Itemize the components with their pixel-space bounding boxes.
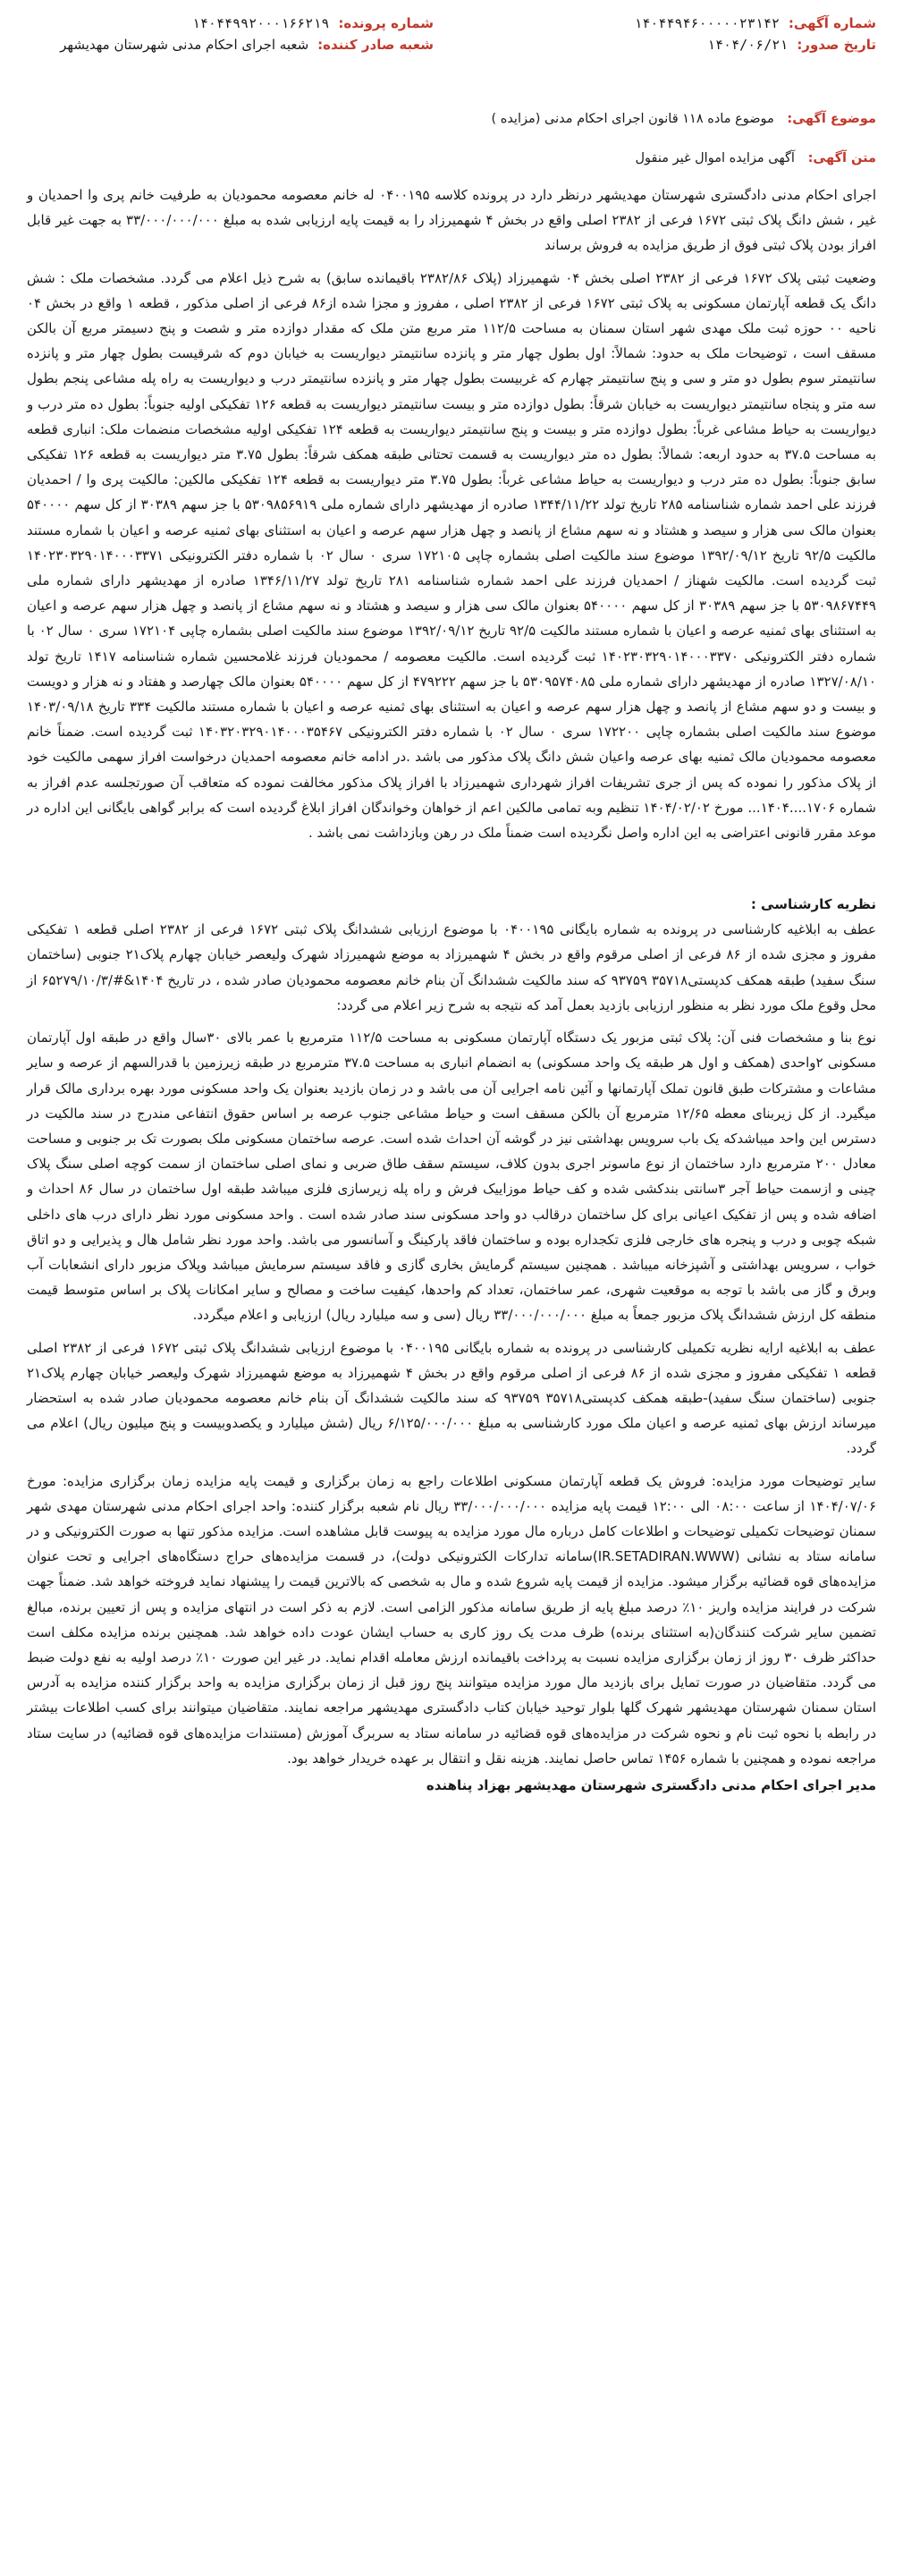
issue-date-row xyxy=(469,34,876,106)
expert-paragraph-3: عطف به ابلاغیه ارایه نظریه تکمیلی کارشناسی در پرونده به شماره بایگانی ۰۴۰۰۱۹۵ با موضوع ارزیابی ششدانگ پلاک ثبتی ۱۶۷۲ فرعی از ۲۳۸۲ اصلی قطعه ۱ تفکیکی مفروز و مجزی شده از ۸۶ فرعی از اصلی مرقوم واقع در بخش ۴ شهمیرزاد به موضع شهمیرزاد شهرک ولیعصر خیابان چهارم پلاک۲۱ جنوبی (ساختمان سنگ سفید)-طبقه همکف کدپستی۳۵۷۱۸ ۹۳۷۵۹ که سند مالکیت ششدانگ آن بنام خانم معصومه محمودیان صادر شده به استحضار میرساند ارزش بهای ثمنیه عرصه و اعیان ملک مورد کارشناسی به مبلغ ۶/۱۲۵/۰۰۰/۰۰۰ ریال (شش میلیارد و یکصدوبیست و پنج میلیون ریال) اعلام می گردد. xyxy=(27,1339,876,1457)
other-details-paragraph: سایر توضیحات مورد مزایده: فروش یک قطعه آپارتمان مسکونی اطلاعات راجع به زمان برگزاری و قیمت پایه مزایده زمان برگزاری مزایده: مورخ ۱۴۰۴/۰۷/۰۶ از ساعت ۰۸:۰۰ الی ۱۲:۰۰ قیمت پایه مزایده ۳۳/۰۰۰/۰۰۰/۰۰۰ ریال نام شعبه برگزار کننده: واحد اجرای احکام مدنی شهرستان مهدی شهر سمنان توضیحات تکمیلی توضیحات و اطلاعات کامل درباره مال مورد مزایده به پیوست قابل مشاهده است. مزایده مذکور تنها به صورت الکترونیکی و در سامانه ستاد به نشانی (IR.SETADIRAN.WWW)سامانه تدارکات الکترونیکی دولت)، در قسمت مزایده‌های حراج دستگاه‌های اجرایی و تحت عنوان مزایده‌های قوه قضائیه برگزار میشود. مزایده از قیمت پایه شروع شده و مال به شخصی که بالاترین قیمت را پیشنهاد نماید فروخته خواهد شد. ضمناً جهت شرکت در فرایند مزایده واریز ۱۰٪ درصد مبلغ پایه از طریق سامانه مذکور الزامی است. لازم به ذکر است در انتهای مزایده و پس از تعیین برنده، مبالغ تضمین سایر شرکت کنندگان(به استثنای برنده) ظرف مدت یک روز کاری به حساب ایشان عودت داده خواهد شد. همچنین برنده مزایده مکلف است حداکثر ظرف ۳۰ روز از زمان برگزاری مزایده نسبت به پرداخت باقیمانده ارزش معامله اقدام نماید. در غیر این صورت ۱۰٪ درصد اولیه به نفع دولت ضبط می گردد. متقاضیان در صورت تمایل برای بازدید مال مورد مزایده میتوانند پنج روز قبل از زمان برگزاری مزایده به واحد برگزار کننده مزایده به آدرس استان سمنان شهرستان مهدیشهر شهرک گلها بلوار توحید خیابان کتاب دادگستری مهدیشهر مراجعه نمایند. متقاضیان میتوانند برای کسب اطلاعات بیشتر در رابطه با نحوه ثبت نام و نحوه شرکت در مزایده‌های قوه قضائیه در سامانه ستاد به سربرگ آموزش (مستندات مزایده‌های قوه قضائیه) در سایت ستاد مراجعه نموده و همچنین با شماره ۱۴۵۶ تماس حاصل نمایند. هزینه نقل و انتقال بر عهده خریدار خواهد بود. xyxy=(27,1472,877,1767)
notice-body xyxy=(27,182,876,1798)
subject-row xyxy=(27,106,876,132)
signature: مدیر اجرای احکام مدنی دادگستری شهرستان مهدیشهر بهزاد پناهنده xyxy=(426,1776,876,1793)
notice-number: ۱۴۰۴۴۹۴۶۰۰۰۰۰۲۳۱۴۲ xyxy=(634,15,780,31)
issue-date: ۱۴۰۴/۰۶/۲۱ xyxy=(707,37,789,53)
expert-paragraph-1: عطف به ابلاغیه کارشناسی در پرونده به شماره بایگانی ۰۴۰۰۱۹۵ با موضوع ارزیابی ششدانگ پلاک ثبتی ۱۶۷۲ فرعی از ۲۳۸۲ اصلی قطعه ۱ تفکیکی مفروز و مجزی شده از ۸۶ فرعی از اصلی مرقوم واقع در بخش ۴ شهمیرزاد به موضع شهمیرزاد شهرک ولیعصر خیابان چهارم پلاک۲۱ جنوبی (ساختمان سنگ سفید) طبقه همکف کدپستی۳۵۷۱۸ ۹۳۷۵۹ که سند مالکیت ششدانگ آن بنام خانم معصومه محمودیان صادر شده ، در تاریخ ۱۴۰۴&#/۶۵۲۷۹/۱۰/۳ از محل وقوع ملک مورد نظر به منظور ارزیابی بازدید بعمل آمد که نتیجه به شرح زیر اعلام می گردد: xyxy=(27,921,876,1013)
issue-date-label: تاریخ صدور: xyxy=(797,37,876,53)
issuer-label: شعبه صادر کننده: xyxy=(317,37,434,53)
issuer-name: شعبه اجرای احکام مدنی شهرستان مهدیشهر xyxy=(60,37,309,53)
notice-number-label: شماره آگهی: xyxy=(788,15,876,31)
expert-paragraph-2: نوع بنا و مشخصات فنی آن: پلاک ثبتی مزبور یک دستگاه آپارتمان مسکونی به مساحت ۱۱۲/۵ مترمربع با عمر بالای ۳۰سال واقع در طبقه اول آپارتمان مسکونی ۲واحدی (همکف و اول هر طبقه یک واحد مسکونی) به انضمام انباری به مساحت ۳۷.۵ مترمربع در طبقه زیرزمین با قدرالسهم از عرصه و سایر مشاعات و مشترکات طبق قانون تملک آپارتمانها و آئین نامه اجرایی آن می باشد و در زمان بازدید بعنوان یک واحد مسکونی مورد بهره برداری مالک قرار میگیرد. از کل زیربنای معطه ۱۲/۶۵ مترمربع آن بالکن مسقف است و حیاط مشاعی جنوب عرصه بر اساس حقوق انتفاعی مندرج در سند مالکیت در دسترس این واحد میباشدکه یک باب سرویس بهداشتی نیز در گوشه آن احداث شده است. عرصه ساختمان مسکونی ملک بصورت تک بر جنوبی و مساحت معادل ۲۰۰ مترمربع دارد ساختمان از نوع ماسونر اجری بدون کلاف، سیستم سقف طاق ضربی و نمای اصلی ساختمان از سمت کوچه اصلی سنگ پلاک چینی و ازسمت حیاط آجر ۳سانتی بندکشی شده و کف حیاط موزاییک فرش و راه پله زیرسازی فلزی میباشد طبقه اول ساختمان در سال ۸۶ احداث و اضافه شده و پس از تفکیک اعیانی برای کل ساختمان درقالب دو واحد مسکونی سند صادر شده است . واحد مسکونی مورد نظر دارای درب های داخلی شبکه چوبی و درب و پنجره های خارجی فلزی تکجداره بوده و ساختمان فاقد پارکینگ و آسانسور می باشد. واحد مورد نظر شامل هال و پذیرایی و دو اتاق خواب ، سرویس بهداشتی و آشپزخانه میباشد . همچنین سیستم گرمایش بخاری گازی و فاقد سیستم سرمایش میباشد وپلاک مزبور دارای انشعابات آب وبرق و گاز می باشد با توجه به موقعیت شهری، عمر ساختمان، تعداد کم واحدها، کیفیت ساخت و مصالح و سایر امکانات پلاک بر اساس متوسط قیمت منطقه کل ارزش ششدانگ پلاک مزبور جمعاً به مبلغ ۳۳/۰۰۰/۰۰۰/۰۰۰ ریال (سی و سه میلیارد ریال) ارزیابی و اعلام میگردد. xyxy=(27,1030,877,1324)
case-number: ۱۴۰۴۴۹۹۲۰۰۰۱۶۶۲۱۹ xyxy=(191,15,330,31)
notice-number-row xyxy=(469,13,876,34)
expert-opinion-heading: نظریه کارشناسی : xyxy=(750,896,876,913)
case-number-label: شماره پرونده: xyxy=(338,15,434,31)
registry-status-paragraph: وضعیت ثبتی پلاک ۱۶۷۲ فرعی از ۲۳۸۲ اصلی بخش ۰۴ شهمیرزاد (پلاک ۲۳۸۲/۸۶ باقیمانده سابق) به شرح ذیل اعلام می گردد. مشخصات ملک : شش دانگ یک قطعه آپارتمان مسکونی به پلاک ثبتی ۱۶۷۲ فرعی از ۲۳۸۲ اصلی ، مفروز و مجزا شده از۸۶ فرعی از اصلی مذکور ، قطعه ۱ واقع در بخش ۰۴ ناحیه ۰۰ حوزه ثبت ملک مهدی شهر استان سمنان به مساحت ۱۱۲/۵ متر مربع متن ملک که مقدار دوازده متر و شصت و پنج دسیمتر مربع آن بالکن مسقف است ، توضیحات ملک به حدود: شمالاً: اول بطول چهار متر و پانزده سانتیمتر دیواریست به خیابان دوم که شرقیست بطول چهار متر و پانزده سانتیمتر سوم بطول دو متر و سی و پنج سانتیمتر چهارم که غربیست بطول چهار متر و پانزده سانتیمتر درب و دیواریست به راه پله مشاعی پنجم بطول سه متر و پنجاه سانتیمتر دیواریست به خیابان شرقاً: بطول دوازده متر و بیست سانتیمتر دیواریست به قطعه ۱۲۶ تفکیکی اولیه جنوباً: بطول ده متر درب و دیواریست به حیاط مشاعی غرباً: بطول دوازده متر و بیست و پنج سانتیمتر دیواریست به قطعه ۱۲۴ تفکیکی اولیه مشخصات منضمات ملک: انباری قطعه به مساحت ۳۷.۵ به حدود اربعه: شمالاً: بطول ده متر دیواریست به قسمت تحتانی طبقه همکف شرقاً: بطول ۳.۷۵ متر دیواریست به قطعه ۱۲۶ تفکیکی سابق جنوباً: بطول ده متر درب و دیواریست به حیاط مشاعی غرباً: بطول ۳.۷۵ متر دیواریست به قطعه ۱۲۴ تفکیکی مالکین: مالکیت پری وا / احمدیان فرزند علی احمد شماره شناسنامه ۲۸۵ تاریخ تولد ۱۳۴۴/۱۱/۲۲ صادره از مهدیشهر دارای شماره ملی ۵۳۰۹۸۵۶۹۱۹ با جز سهم ۳۰۳۸۹ از کل سهم ۵۴۰۰۰۰ بعنوان مالک سی هزار و سیصد و هشتاد و نه سهم مشاع از پانصد و چهل هزار سهم عرصه و اعیان به استثنای بهای ثمنیه عرصه و اعیان با شماره مستند مالکیت ۹۲/۵ تاریخ ۱۳۹۲/۰۹/۱۲ موضوع سند مالکیت اصلی بشماره چاپی ۱۷۲۱۰۵ سری ۰ سال ۰۲ با شماره دفتر الکترونیکی ۱۴۰۲۳۰۳۲۹۰۱۴۰۰۰۳۳۷۱ ثبت گردیده است. مالکیت شهناز / احمدیان فرزند علی احمد شماره شناسنامه ۲۸۱ تاریخ تولد ۱۳۴۶/۱۱/۲۷ صادره از مهدیشهر دارای شماره ملی ۵۳۰۹۸۶۷۴۴۹ با جز سهم ۳۰۳۸۹ از کل سهم ۵۴۰۰۰۰ بعنوان مالک سی هزار و سیصد و هشتاد و نه سهم مشاع از پانصد و چهل هزار سهم عرصه و اعیان به استثنای بهای ثمنیه عرصه و اعیان با شماره مستند مالکیت ۹۲/۵ تاریخ ۱۳۹۲/۰۹/۱۲ موضوع سند مالکیت اصلی بشماره چاپی ۱۷۲۱۰۴ سری ۰ سال ۰۲ با شماره دفتر الکترونیکی ۱۴۰۲۳۰۳۲۹۰۱۴۰۰۰۳۳۷۰ ثبت گردیده است. مالکیت معصومه / محمودیان فرزند غلامحسین شماره شناسنامه ۱۴۱۷ تاریخ تولد ۱۳۲۷/۰۸/۱۰ صادره از مهدیشهر دارای شماره ملی ۵۳۰۹۵۷۴۰۸۵ با جز سهم ۴۷۹۲۲۲ از کل سهم ۵۴۰۰۰۰ بعنوان مالک چهارصد و هفتاد و نه هزار و دویست و بیست و دو سهم مشاع از پانصد و چهل هزار سهم عرصه و اعیان به استثنای بهای ثمنیه عرصه و اعیان با شماره مستند مالکیت ۳۳۴ تاریخ ۱۴۰۳/۰۹/۱۸ موضوع سند مالکیت اصلی بشماره چاپی ۱۷۲۲۰۰ سری ۰ سال ۰۲ با شماره دفتر الکترونیکی ۱۴۰۳۲۰۳۲۹۰۱۴۰۰۰۳۵۴۶۷ ثبت گردیده است. ضمناً خانم معصومه محمودیان مالک ثمنیه بهای عرصه واعیان شش دانگ پلاک مذکور می باشد .در ادامه خانم معصومه احمدیان درخواست افراز سهمی مالکیت خود از پلاک مذکور را نموده که پس از جری تشریفات افراز شهرداری شهمیرزاد با افراز پلاک مذکور مخالفت نموده که متعاقب آن صورتجلسه عدم افراز به شماره ۱۷۰۶....۱۴۰۴... مورخ ۱۴۰۴/۰۲/۰۲ تنظیم وبه تمامی مالکین اعم از خواهان وخواندگان افراز ابلاغ گردیده است که برابر گواهی بایگانی این اداره در موعد مقرر قانونی اعتراضی به این اداره واصل نگردیده است ضمناً ملک در رهن وبازداشت نمی باشد . xyxy=(27,269,877,842)
notice-header xyxy=(27,13,876,106)
case-number-row xyxy=(27,13,434,34)
text-heading-value: آگهی مزایده اموال غیر منقول xyxy=(635,151,795,165)
issuer-row xyxy=(27,34,434,106)
intro-paragraph: اجرای احکام مدنی دادگستری شهرستان مهدیشهر درنظر دارد در پرونده کلاسه ۰۴۰۰۱۹۵ له خانم معصومه محمودیان به طرفیت خانم پری وا احمدیان و غیر ، شش دانگ پلاک ثبتی ۱۶۷۲ فرعی از ۲۳۸۲ اصلی واقع در بخش ۴ شهمیرزاد را به قیمت پایه ارزیابی شده به مبلغ ۳۳/۰۰۰/۰۰۰/۰۰۰ به جهت غیر قابل افراز بودن پلاک ثبتی فوق از طریق مزایده به فروش برساند xyxy=(27,187,876,254)
text-heading-row xyxy=(27,145,876,172)
subject-label: موضوع آگهی: xyxy=(787,112,876,126)
subject-value: موضوع ماده ۱۱۸ قانون اجرای احکام مدنی (مزایده ) xyxy=(491,112,774,126)
text-heading-label: متن آگهی: xyxy=(807,151,876,165)
